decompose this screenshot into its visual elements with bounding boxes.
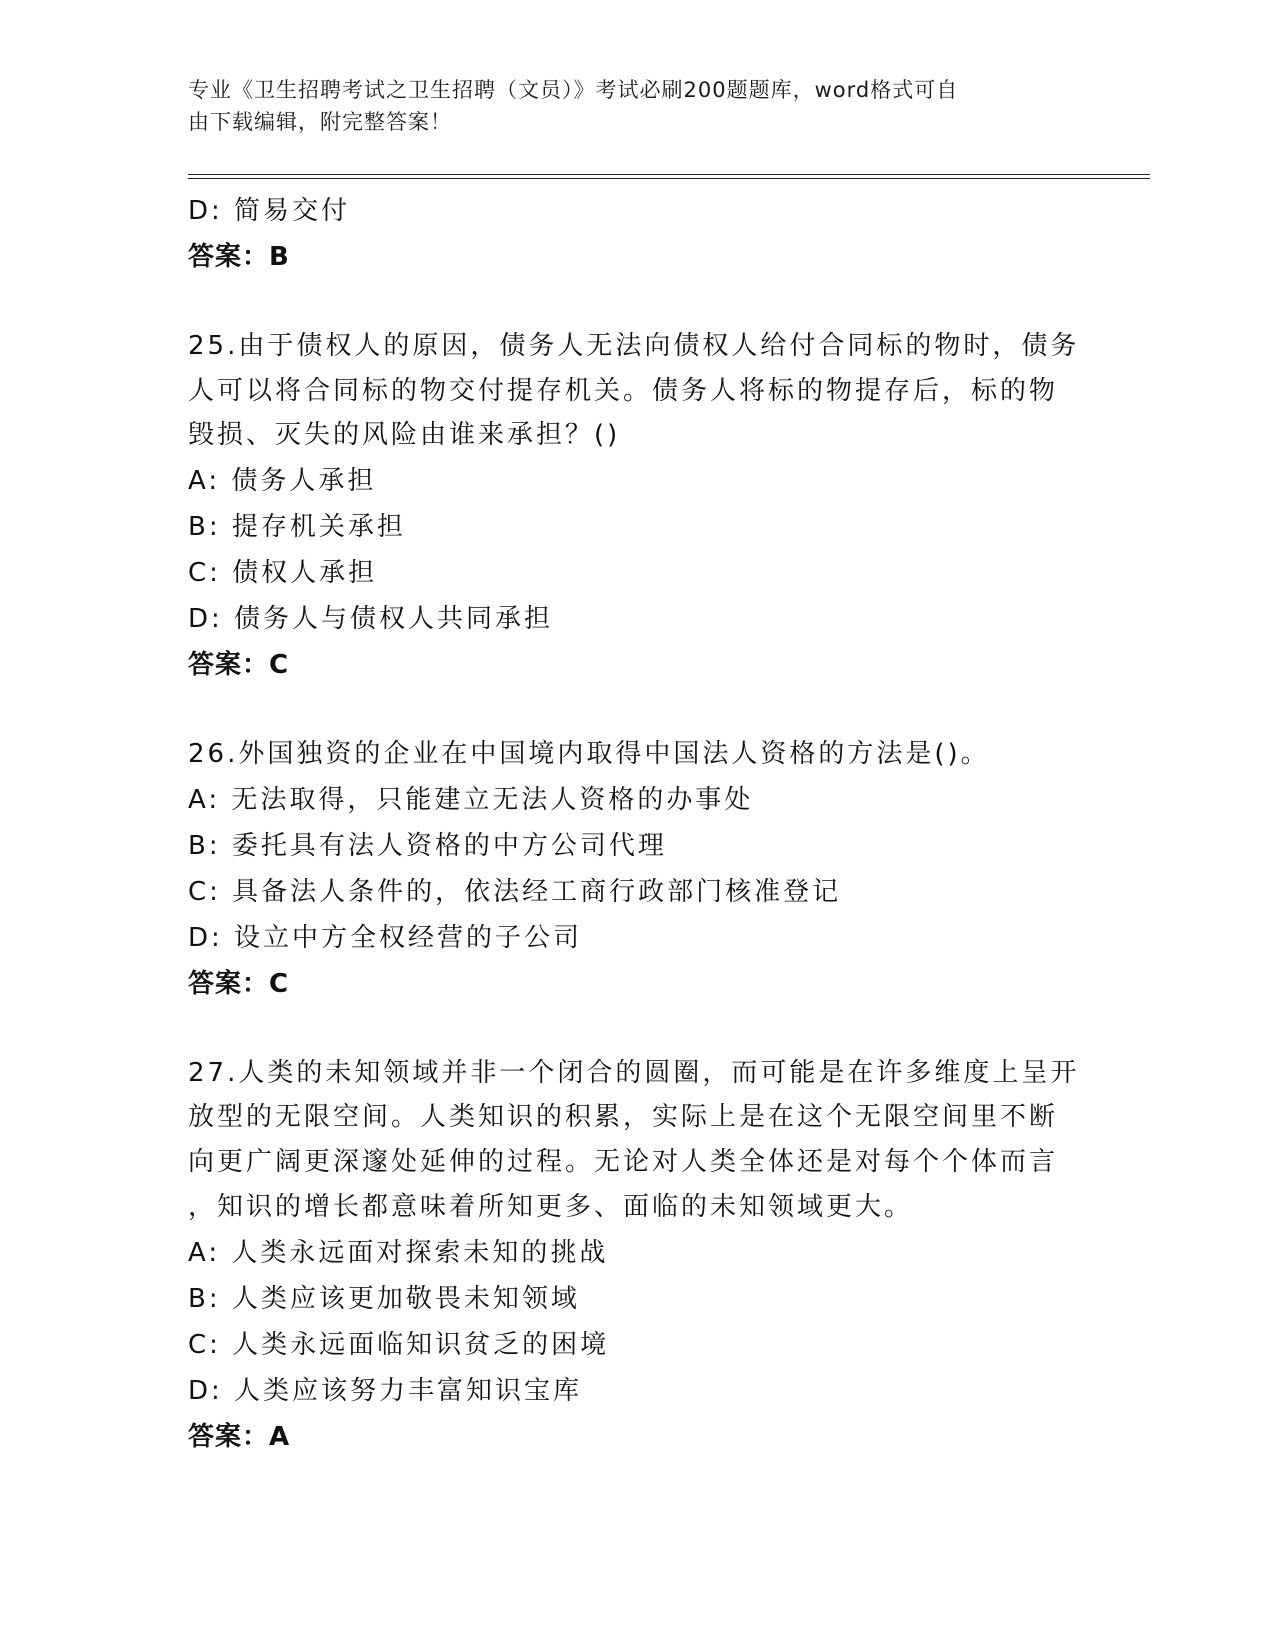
option-b: B: 人类应该更加敬畏未知领域 <box>188 1283 580 1314</box>
spacer <box>188 280 1088 324</box>
question-stem-line: 向更广阔更深邃处延伸的过程。无论对人类全体还是对每个个体而言 <box>188 1147 1059 1178</box>
question-stem-line: 25.由于债权人的原因，债务人无法向债权人给付合同标的物时，债务 <box>188 331 1080 361</box>
option-a: A: 无法取得，只能建立无法人资格的办事处 <box>188 784 754 815</box>
question-26 <box>188 732 1088 1007</box>
previous-question-tail <box>188 188 1088 280</box>
option-d: D: 设立中方全权经营的子公司 <box>188 922 583 953</box>
spacer <box>188 1007 1088 1051</box>
question-25 <box>188 324 1088 688</box>
option-d: D: 人类应该努力丰富知识宝库 <box>188 1375 583 1406</box>
option-b: B: 提存机关承担 <box>188 512 406 543</box>
option-a: A: 债务人承担 <box>188 466 377 497</box>
question-stem-line: ，知识的增长都意味着所知更多、面临的未知领域更大。 <box>188 1191 914 1222</box>
option-c: C: 债权人承担 <box>188 558 378 589</box>
answer: 答案：A <box>188 1421 291 1452</box>
option-b: B: 委托具有法人资格的中方公司代理 <box>188 830 667 861</box>
question-stem-line: 人可以将合同标的物交付提存机关。债务人将标的物提存后，标的物 <box>188 375 1059 406</box>
header-rule-bottom <box>188 178 1150 179</box>
option-d: D: 债务人与债权人共同承担 <box>188 604 554 635</box>
option-d: D: 简易交付 <box>188 196 351 226</box>
question-stem-line: 放型的无限空间。人类知识的积累，实际上是在这个无限空间里不断 <box>188 1102 1059 1133</box>
answer: 答案：B <box>188 242 290 272</box>
header-line-1: 专业《卫生招聘考试之卫生招聘（文员）》考试必刷200题题库，word格式可自 <box>188 78 959 102</box>
document-header <box>188 74 1068 138</box>
question-27 <box>188 1051 1088 1460</box>
header-rule-top <box>188 174 1150 175</box>
document-body <box>188 188 1088 1460</box>
question-stem-line: 26.外国独资的企业在中国境内取得中国法人资格的方法是()。 <box>188 739 990 770</box>
option-a: A: 人类永远面对探索未知的挑战 <box>188 1237 609 1268</box>
spacer <box>188 688 1088 732</box>
question-stem-line: 毁损、灭失的风险由谁来承担？() <box>188 420 621 451</box>
question-stem-line: 27.人类的未知领域并非一个闭合的圆圈，而可能是在许多维度上呈开 <box>188 1057 1080 1088</box>
option-c: C: 人类永远面临知识贫乏的困境 <box>188 1329 610 1360</box>
answer: 答案：C <box>188 650 290 681</box>
header-line-2: 由下载编辑，附完整答案！ <box>188 110 452 134</box>
answer: 答案：C <box>188 968 290 999</box>
option-c: C: 具备法人条件的，依法经工商行政部门核准登记 <box>188 876 842 907</box>
